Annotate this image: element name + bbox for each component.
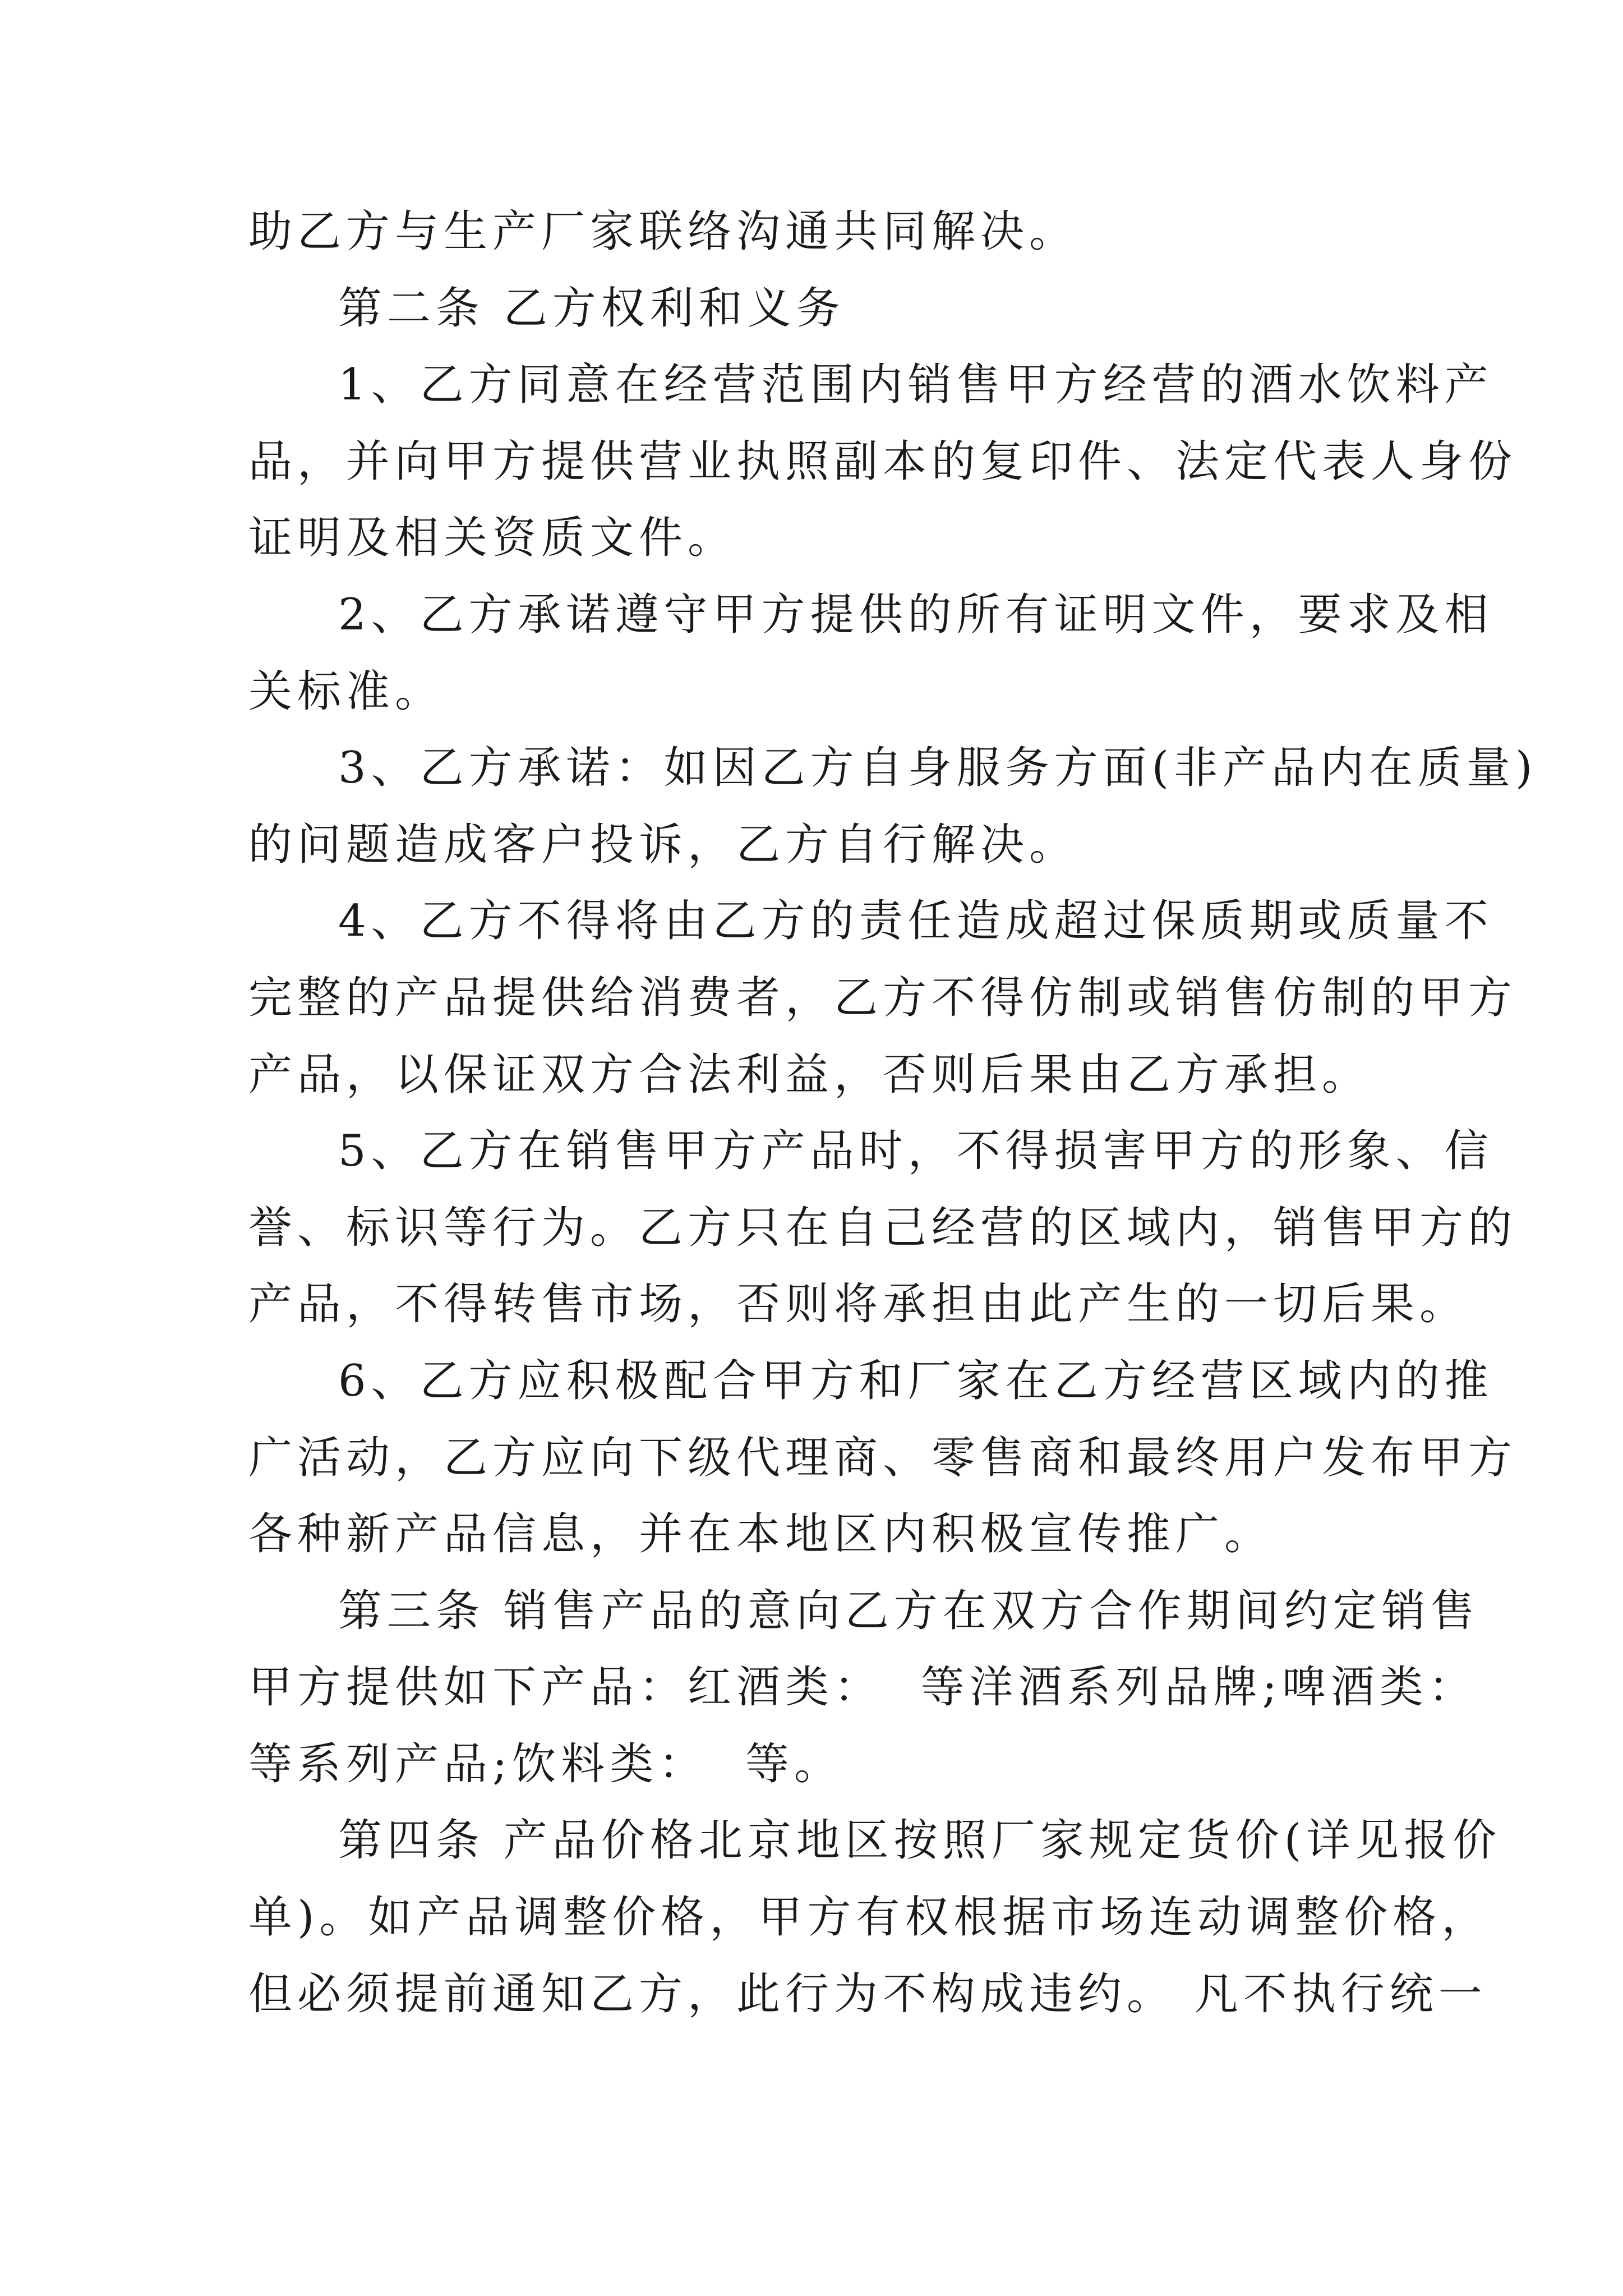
text-line: 等系列产品;饮料类： 等。 bbox=[248, 1738, 843, 1789]
section-heading: 第三条 销售产品的意向乙方在双方合作期间约定销售 bbox=[338, 1585, 1479, 1636]
text-line: 助乙方与生产厂家联络沟通共同解决。 bbox=[248, 206, 1078, 257]
text-line: 产品，以保证双方合法利益，否则后果由乙方承担。 bbox=[248, 1049, 1371, 1100]
text-line: 单)。如产品调整价格，甲方有权根据市场连动调整价格， bbox=[248, 1892, 1491, 1943]
section-heading: 第二条 乙方权利和义务 bbox=[338, 283, 845, 334]
text-line: 证明及相关资质文件。 bbox=[248, 513, 737, 564]
text-line: 广活动，乙方应向下级代理商、零售商和最终用户发布甲方 bbox=[248, 1432, 1518, 1483]
text-line: 但必须提前通知乙方，此行为不构成违约。 凡不执行统一 bbox=[248, 1968, 1487, 2019]
text-line: 6、乙方应积极配合甲方和厂家在乙方经营区域内的推 bbox=[338, 1355, 1493, 1406]
section-heading: 第四条 产品价格北京地区按照厂家规定货价(详见报价 bbox=[338, 1815, 1502, 1866]
text-line: 完整的产品提供给消费者，乙方不得仿制或销售仿制的甲方 bbox=[248, 972, 1518, 1023]
text-line: 各种新产品信息，并在本地区内积极宣传推广。 bbox=[248, 1509, 1274, 1560]
document-body bbox=[248, 194, 1538, 2032]
text-line: 4、乙方不得将由乙方的责任造成超过保质期或质量不 bbox=[338, 896, 1493, 947]
text-line: 甲方提供如下产品：红酒类： 等洋酒系列品牌;啤酒类： bbox=[248, 1662, 1477, 1713]
text-line: 产品，不得转售市场，否则将承担由此产生的一切后果。 bbox=[248, 1279, 1469, 1330]
text-line: 2、乙方承诺遵守甲方提供的所有证明文件，要求及相 bbox=[338, 589, 1493, 640]
text-line: 1、乙方同意在经营范围内销售甲方经营的酒水饮料产 bbox=[338, 360, 1493, 411]
text-line: 的问题造成客户投诉，乙方自行解决。 bbox=[248, 819, 1078, 870]
text-line: 关标准。 bbox=[248, 666, 444, 717]
text-line: 誉、标识等行为。乙方只在自己经营的区域内，销售甲方的 bbox=[248, 1202, 1518, 1253]
text-line: 品，并向甲方提供营业执照副本的复印件、法定代表人身份 bbox=[248, 436, 1518, 487]
text-line: 5、乙方在销售甲方产品时，不得损害甲方的形象、信 bbox=[338, 1126, 1493, 1177]
text-line: 3、乙方承诺：如因乙方自身服务方面(非产品内在质量) bbox=[338, 743, 1538, 794]
